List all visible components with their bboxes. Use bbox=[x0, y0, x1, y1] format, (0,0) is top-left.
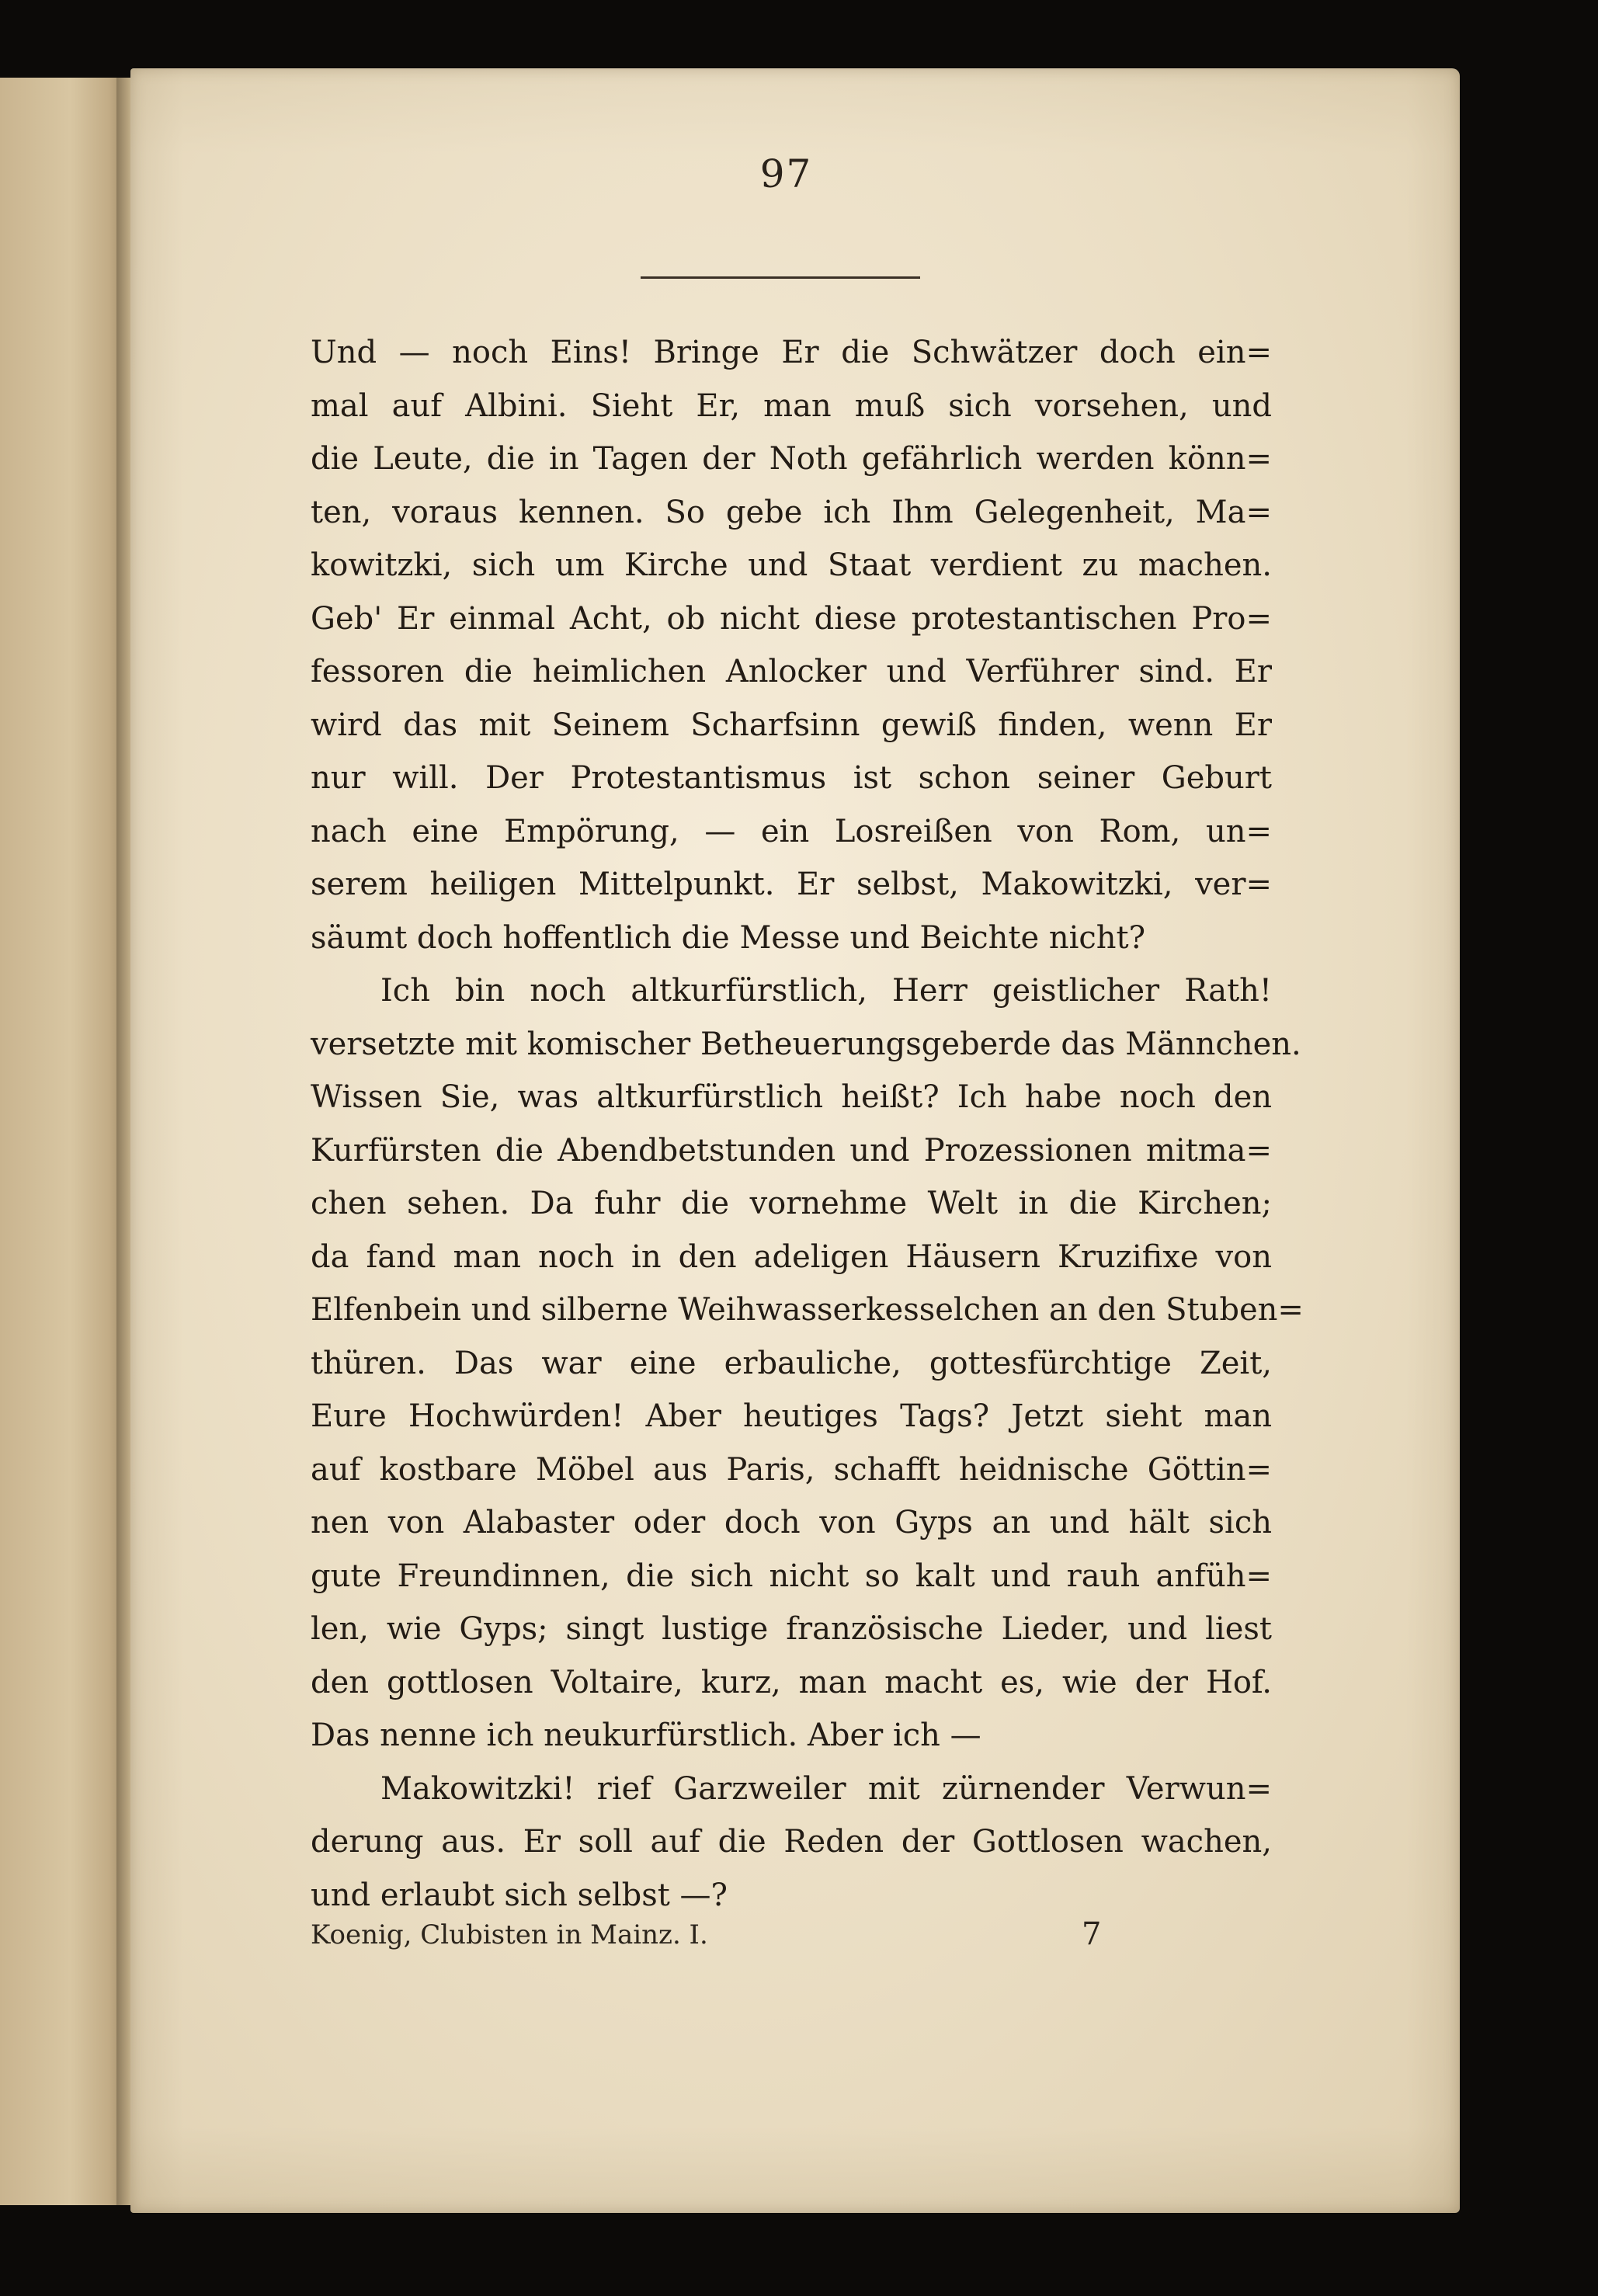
text-line: nen von Alabaster oder doch von Gyps an und hält sich bbox=[311, 1505, 1272, 1541]
text-line: serem heiligen Mittelpunkt. Er selbst, Makowitzki, ver= bbox=[311, 867, 1272, 902]
text-line: Eure Hochwürden! Aber heutiges Tags? Jetzt sieht man bbox=[311, 1398, 1272, 1434]
text-line: Geb' Er einmal Acht, ob nicht diese protestantischen Pro= bbox=[311, 600, 1272, 637]
header-rule bbox=[641, 276, 920, 279]
text-line: den gottlosen Voltaire, kurz, man macht es, wie der Hof. bbox=[311, 1664, 1272, 1700]
text-line: wird das mit Seinem Scharfsinn gewiß finden, wenn Er bbox=[311, 707, 1272, 743]
text-line: len, wie Gyps; singt lustige französische Lieder, und liest bbox=[311, 1611, 1272, 1647]
text-line: Elfenbein und silberne Weihwasserkesselchen an den Stuben= bbox=[311, 1292, 1304, 1328]
text-line: gute Freundinnen, die sich nicht so kalt und rauh anfüh= bbox=[311, 1558, 1272, 1594]
text-line: nach eine Empörung, — ein Losreißen von Rom, un= bbox=[311, 813, 1272, 849]
text-line: versetzte mit komischer Betheuerungsgeberde das Männchen. bbox=[311, 1026, 1301, 1062]
text-line: und erlaubt sich selbst —? bbox=[311, 1877, 728, 1913]
text-line: Wissen Sie, was altkurfürstlich heißt? Ich habe noch den bbox=[311, 1079, 1272, 1115]
text-line: thüren. Das war eine erbauliche, gottesfürchtige Zeit, bbox=[311, 1345, 1272, 1381]
text-line: chen sehen. Da fuhr die vornehme Welt in die Kirchen; bbox=[311, 1186, 1272, 1221]
text-line: Das nenne ich neukurfürstlich. Aber ich — bbox=[311, 1718, 981, 1753]
text-line: mal auf Albini. Sieht Er, man muß sich vorsehen, und bbox=[311, 387, 1272, 424]
page-number: 97 bbox=[759, 151, 813, 196]
text-line: auf kostbare Möbel aus Paris, schafft heidnische Göttin= bbox=[311, 1451, 1272, 1488]
text-line: Makowitzki! rief Garzweiler mit zürnender Verwun= bbox=[380, 1770, 1272, 1807]
text-line: Ich bin noch altkurfürstlich, Herr geistlicher Rath! bbox=[380, 973, 1272, 1009]
text-line: da fand man noch in den adeligen Häusern Kruzifixe von bbox=[311, 1238, 1272, 1275]
footer-signature: Koenig, Clubisten in Mainz. I. bbox=[311, 1919, 708, 1950]
text-line: ten, voraus kennen. So gebe ich Ihm Gelegenheit, Ma= bbox=[311, 494, 1272, 530]
body-text bbox=[311, 326, 1304, 1922]
text-line: Und — noch Eins! Bringe Er die Schwätzer doch ein= bbox=[311, 335, 1272, 370]
text-line: derung aus. Er soll auf die Reden der Gottlosen wachen, bbox=[311, 1824, 1272, 1860]
text-line: fessoren die heimlichen Anlocker und Verführer sind. Er bbox=[311, 654, 1272, 689]
footer-sheet-number: 7 bbox=[1082, 1916, 1102, 1952]
text-line: die Leute, die in Tagen der Noth gefährlich werden könn= bbox=[311, 441, 1272, 477]
text-line: säumt doch hoffentlich die Messe und Beichte nicht? bbox=[311, 919, 1146, 956]
text-line: kowitzki, sich um Kirche und Staat verdient zu machen. bbox=[311, 547, 1272, 583]
text-line: Kurfürsten die Abendbetstunden und Prozessionen mitma= bbox=[311, 1132, 1272, 1169]
left-page-edge bbox=[0, 78, 128, 2205]
text-line: nur will. Der Protestantismus ist schon seiner Geburt bbox=[311, 760, 1272, 796]
